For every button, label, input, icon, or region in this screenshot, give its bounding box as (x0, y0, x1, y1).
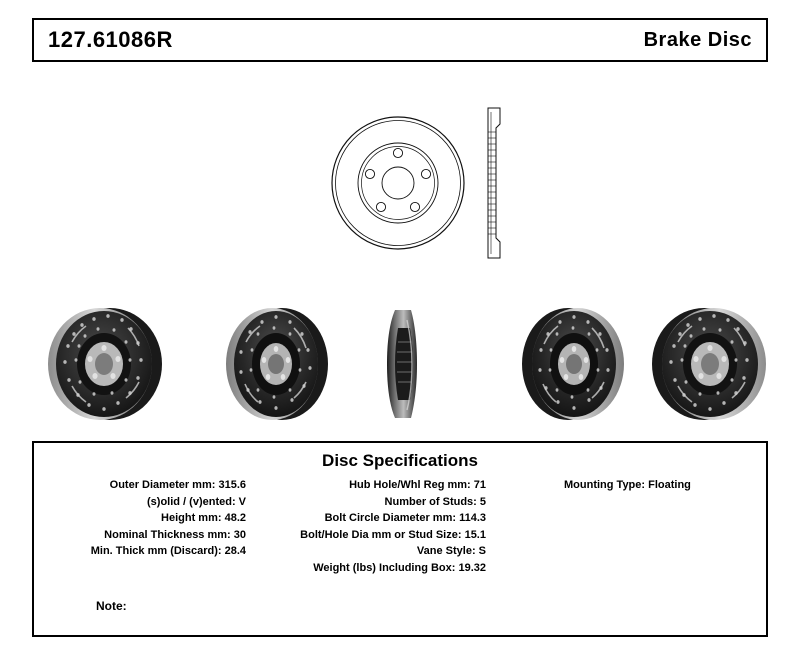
note-label: Note: (96, 599, 127, 613)
spec-min-thickness: Min. Thick mm (Discard): 28.4 (90, 545, 246, 557)
drilled-slotted-rotor-left-three-quarter-svg (210, 298, 340, 428)
rotor-photo-4 (512, 298, 642, 428)
drilled-slotted-rotor-right-three-quarter-svg (512, 298, 642, 428)
spec-outer-diameter: Outer Diameter mm: 315.6 (109, 479, 246, 491)
rotor-photo-5 (652, 298, 782, 428)
spec-height: Height mm: 48.2 (161, 512, 246, 524)
spec-mounting-type: Mounting Type: Floating (564, 479, 691, 491)
rotor-photo-3 (377, 298, 439, 428)
spec-hub-hole: Hub Hole/Whl Reg mm: 71 (349, 479, 486, 491)
spec-number-of-studs: Number of Studs: 5 (384, 495, 486, 508)
specs-right-column (564, 477, 764, 494)
rotor-photo-1 (42, 298, 172, 428)
specs-left-column (34, 477, 246, 560)
header-bar (32, 18, 768, 62)
spec-bolt-circle: Bolt Circle Diameter mm: 114.3 (324, 512, 486, 524)
drilled-slotted-rotor-right-angle-svg (652, 298, 782, 428)
spec-nominal-thickness: Nominal Thickness mm: 30 (104, 528, 246, 541)
rotor-face-outline-view (332, 117, 464, 249)
rotor-cross-section-view (488, 108, 500, 258)
top-technical-views (312, 88, 562, 278)
spec-bolt-hole-dia: Bolt/Hole Dia mm or Stud Size: 15.1 (300, 528, 486, 541)
rotor-edge-profile-svg (377, 298, 439, 428)
rotor-photo-row (32, 298, 768, 438)
part-number: 127.61086R (48, 27, 173, 52)
specs-columns (34, 477, 766, 589)
page-title: Brake Disc (643, 28, 752, 51)
disc-specifications-box (32, 441, 768, 637)
drawing-area (32, 70, 768, 440)
spec-weight: Weight (lbs) Including Box: 19.32 (313, 561, 486, 574)
rotor-face-and-section-svg (312, 88, 562, 278)
spec-vane-style: Vane Style: S (416, 545, 486, 557)
specs-middle-column (256, 477, 486, 576)
rotor-photo-2 (210, 298, 340, 428)
spec-solid-vented: (s)olid / (v)ented: V (147, 495, 246, 508)
drilled-slotted-rotor-left-angle-svg (42, 298, 172, 428)
specs-title: Disc Specifications (322, 451, 478, 470)
